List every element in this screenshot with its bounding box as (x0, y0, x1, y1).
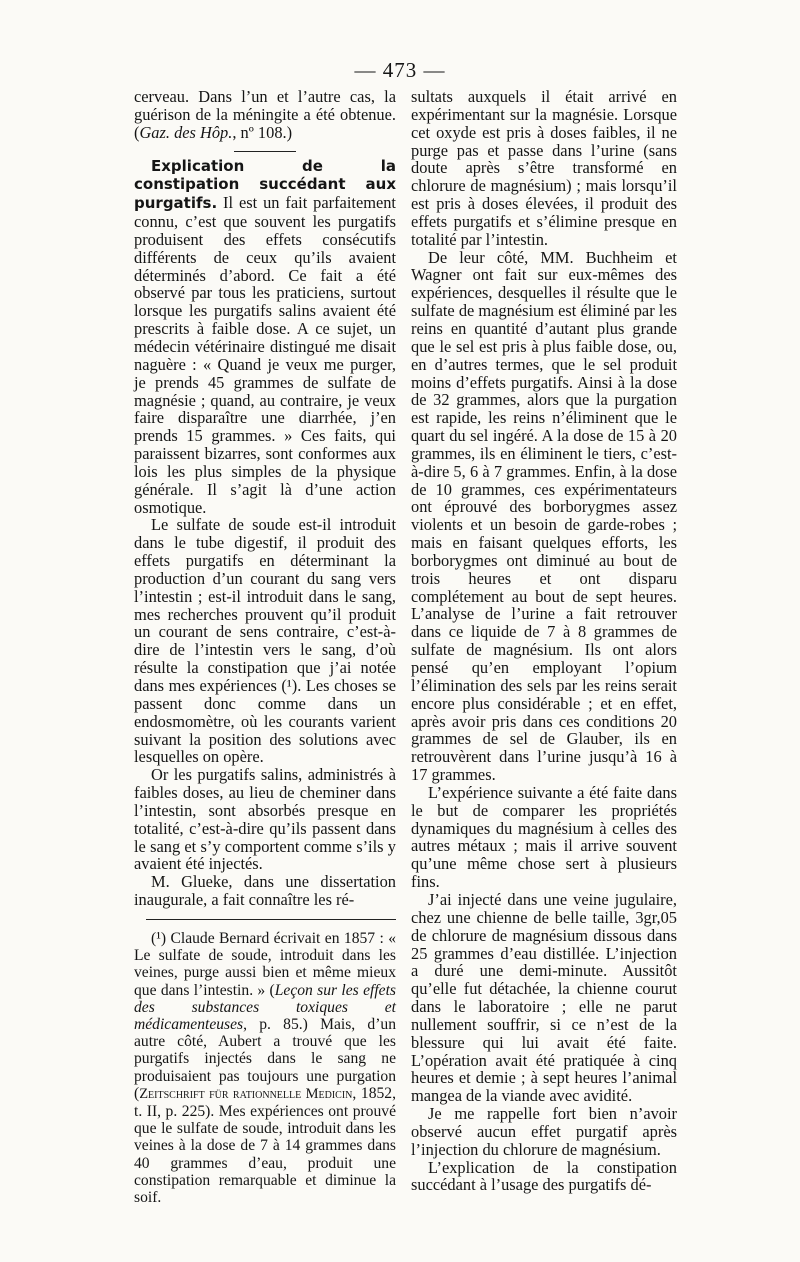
section-divider (234, 151, 296, 152)
left-column (134, 88, 396, 1206)
paragraph: M. Glueke, dans une dissertation inaugurale, a fait connaître les ré- (134, 872, 396, 910)
paragraph: Or les purgatifs salins, administrés à faibles doses, au lieu de cheminer dans l’intestin, sont absorbés presque en totalité, c’est-à-dire qu’ils passent dans le sang et s’y comportent comme s’ils y avaient été injectés. (134, 765, 396, 874)
citation-ref: Gaz. des Hôp. (139, 122, 233, 142)
right-column (411, 88, 677, 1194)
section-heading: Explication de la constipation succédant aux purgatifs. (134, 156, 396, 213)
paragraph: J’ai injecté dans une veine jugulaire, chez une chienne de belle taille, 3gr,05 de chlorure de magnésium dissous dans 25 grammes d’eau distillée. L’injection a duré une demi-minute. Aussitôt qu’elle fut détachée, la chienne courut dans le laboratoire ; elle ne parut nullement souffrir, si ce n’est de la blessure qui lui avait été faite. L’opération avait été pratiquée à cinq heures et demie ; à sept heures l’animal mangea de la viande avec avidité. (411, 889, 677, 1106)
page-number: — 473 — (354, 58, 446, 82)
paragraph: L’expérience suivante a été faite dans le but de comparer les propriétés dynamiques du magnésium à celles des autres métaux ; mais il arrive souvent qu’une même chose sert à plusieurs fins. (411, 782, 677, 892)
footnote: (¹) Claude Bernard écrivait en 1857 : « Le sulfate de soude, introduit dans les veines, purge aussi bien et même mieux que dans l’intestin. » (Leçon sur les effets des substances toxiques et médicamenteuses, p. 85.) Mais, d’un autre côté, Aubert a trouvé que les purgatifs injectés dans le sang ne produisaient pas toujours une purgation (Zeitschrift für rationnelle Medicin, 1852, t. II, p. 225). Mes expériences ont prouvé que le sulfate de soude, introduit dans les veines à la dose de 7 à 14 grammes dans 40 grammes d’eau, produit une constipation remarquable et diminue la soif. (134, 929, 396, 1207)
footnote-divider (146, 919, 396, 920)
paragraph: sultats auxquels il était arrivé en expérimentant sur la magnésie. Lorsque cet oxyde est pris à doses faibles, il ne purge pas et passe dans l’urine (sans doute après s’être transformé en chlorure de magnésium) ; mais lorsqu’il est pris à doses élevées, il produit des effets purgatifs et s’élimine presque en totalité par l’intestin. (411, 87, 677, 249)
section-explication (134, 157, 396, 517)
section-body: Il est un fait parfaitement connu, c’est que souvent les purgatifs produisent des effets consécutifs différents de ceux qu’ils avaient déterminés d’abord. Ce fait a été observé par tous les praticiens, surtout lorsque les purgatifs salins avaient été prescrits à faible dose. A ce sujet, un médecin vétérinaire distingué me disait naguère : « Quand je veux me purger, je prends 45 grammes de sulfate de magnésie ; quand, au contraire, je veux faire disparaître une diarrhée, j’en prends 15 grammes. » Ces faits, qui paraissent bizarres, sont conformes aux lois les plus simples de la physique générale. Il s’agit là d’une action osmotique. (134, 193, 396, 517)
paragraph: Le sulfate de soude est-il introduit dans le tube digestif, il produit des effets purgatifs en déterminant la production d’un courant du sang vers l’intestin ; est-il introduit dans le sang, mes recherches prouvent qu’il produit un courant de sens contraire, c’est-à-dire de l’intestin vers le sang, d’où résulte la constipation que j’ai notée dans mes expériences (¹). Les choses se passent donc comme dans un endosmomètre, où les courants varient suivant la position des solutions avec lesquelles on opère. (134, 515, 396, 767)
paragraph-intro: cerveau. Dans l’un et l’autre cas, la guérison de la méningite a été obtenue. (Gaz. des Hôp., nº 108.) (134, 87, 396, 142)
paragraph: L’explication de la constipation succédant à l’usage des purgatifs dé- (411, 1157, 677, 1195)
paragraph: Je me rappelle fort bien n’avoir observé aucun effet purgatif après l’injection du chlorure de magnésium. (411, 1104, 677, 1159)
footnote-journal: Zeitschrift für rationnelle Medicin (139, 1085, 353, 1102)
footnote-title: Leçon sur les effets des substances toxiques et médicamenteuses (134, 981, 396, 1033)
paragraph: De leur côté, MM. Buchheim et Wagner ont fait sur eux-mêmes des expériences, desquelles il résulte que le sulfate de magnésium est éliminé par les reins en quantité d’autant plus grande que le sel est pris à plus faible dose, ou, en d’autres termes, que le sel produit moins d’effets purgatifs. Ainsi à la dose de 32 grammes, alors que la purgation est rapide, les reins n’éliminent que le quart du sel ingéré. A la dose de 15 à 20 grammes, ils en éliminent le tiers, c’est-à-dire 5, 6 à 7 grammes. Enfin, à la dose de 10 grammes, ces expérimentateurs ont éprouvé des borborygmes assez violents et un besoin de garde-robes ; mais en faisant quelques efforts, les borborygmes ont diminué au bout de trois heures et ont disparu complétement au bout de sept heures. L’analyse de l’urine a fait retrouver dans ce liquide de 7 à 8 grammes de sulfate de magnésium. Ils ont alors pensé qu’en employant l’opium l’élimination des sels par les reins serait encore plus considérable ; et en effet, après avoir pris dans ces conditions 20 grammes de sel de Glauber, ils en retrouvèrent dans l’urine jusqu’à 16 à 17 grammes. (411, 247, 677, 785)
